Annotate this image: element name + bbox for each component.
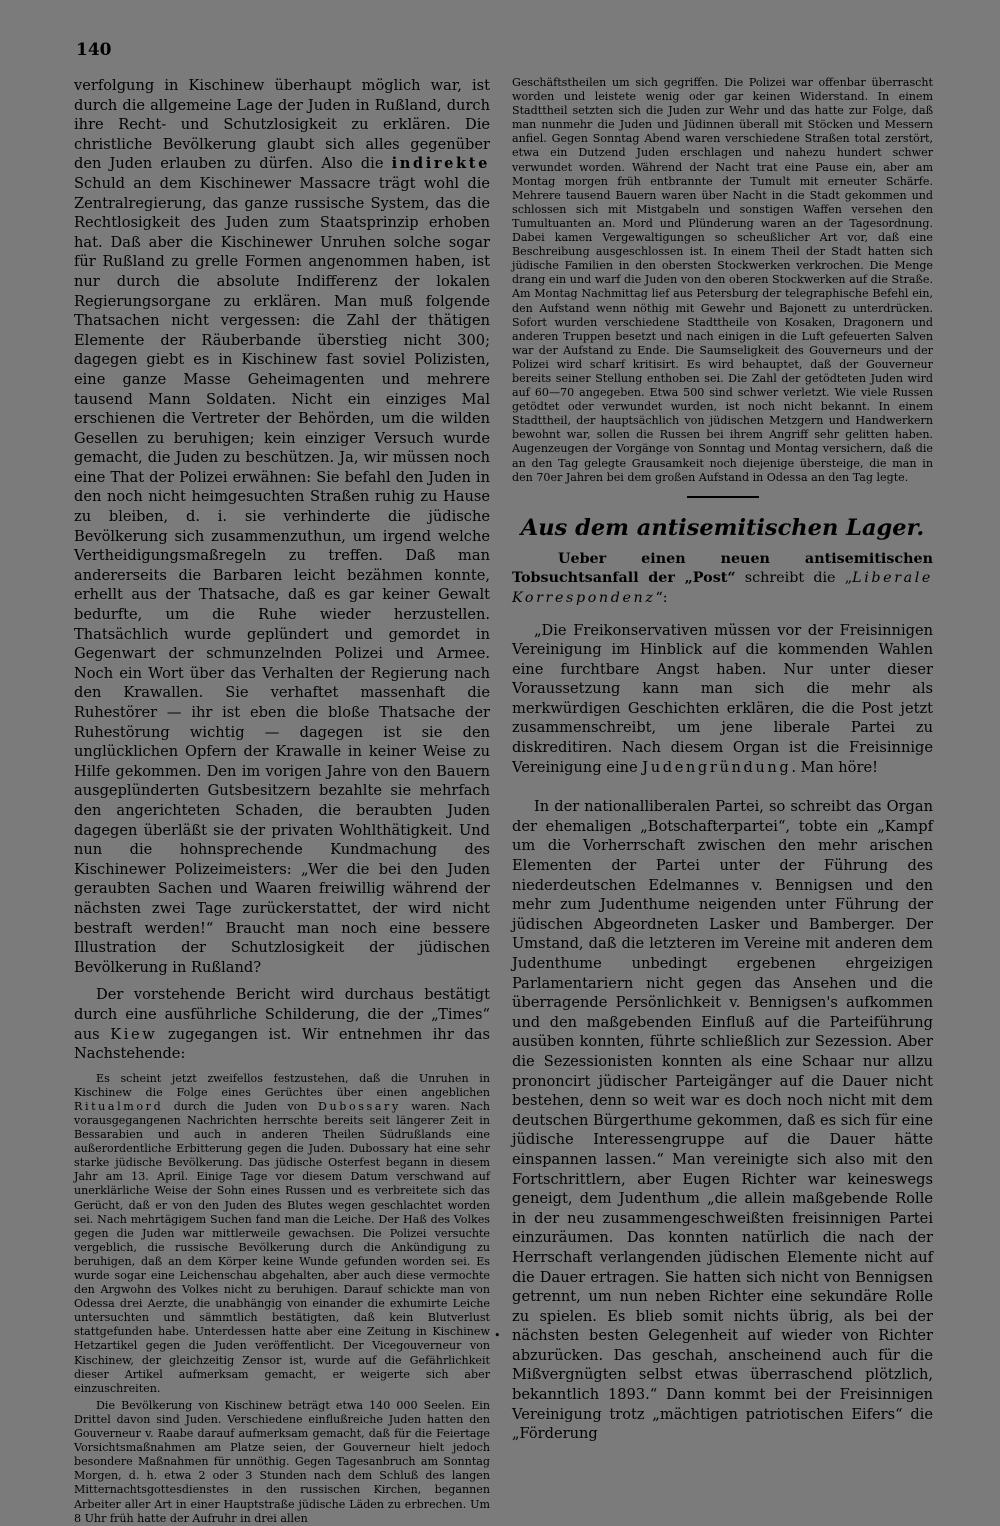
report-paragraph: Die Bevölkerung von Kischinew beträgt etwa 140 000 Seelen. Ein Drittel davon sind Juden. Verschiedene einflußreiche Juden hatten den Gouverneur v. Raabe darauf aufmerksam gemacht, daß für die Feiertage Vorsichtsmaßnahmen am Platze seien, der Gouverneur hielt jedoch besondere Maßnahmen für unnöthig. Gegen Tagesanbruch am Sonntag Morgen, d. h. etwa 2 oder 3 Stunden nach dem Schluß des langen Mitternachtsgottesdienstes in den russischen Kirchen, begannen Arbeiter aller Art in einer Hauptstraße jüdische Läden zu erbrechen. Um 8 Uhr früh hatte der Aufruhr in drei allen xyxy=(74,1398,490,1525)
report-paragraph: Geschäftstheilen um sich gegriffen. Die Polizei war offenbar überrascht worden und leistete wenig oder gar keinen Widerstand. In einem Stadttheil setzten sich die Juden zur Wehr und das hatte zur Folge, daß man nunmehr die Juden und Jüdinnen überall mit Stöcken und Messern anfiel. Gegen Sonntag Abend waren verschiedene Straßen total zerstört, etwa ein Dutzend Juden erschlagen und nahezu hundert schwer verwundet worden. Während der Nacht trat eine Pause ein, aber am Montag morgen früh entbrannte der Tumult mit erneuter Schärfe. Mehrere tausend Bauern waren über Nacht in die Stadt gekommen und schlossen sich mit Mistgabeln und sonstigen Waffen versehen den Tumultuanten an. Mord und Plünderung waren an der Tagesordnung. Dabei kamen Vergewaltigungen so scheußlicher Art vor, daß eine Beschreibung ausgeschlossen ist. In einem Theil der Stadt hatten sich jüdische Familien in den obersten Stockwerken verkrochen. Die Menge drang ein und warf die Juden von den oberen Stockwerken auf die Straße. Am Montag Nachmittag lief aus Petersburg der telegraphische Befehl ein, den Aufstand wenn nöthig mit Gewehr und Bajonett zu unterdrücken. Sofort wurden verschiedene Stadttheile von Kosaken, Dragonern und anderen Truppen besetzt und nach einigen in die Luft gefeuerten Salven war der Aufstand zu Ende. Die Saumseligkeit des Gouverneurs und der Polizei wird scharf kritisirt. Es wird behauptet, daß der Gouverneur bereits seiner Stellung enthoben sei. Die Zahl der getödteten Juden wird auf 60—70 angegeben. Etwa 500 sind schwer verletzt. Wie viele Russen getödtet oder verwundet wurden, ist noch nicht bekannt. In einem Stadttheil, der hauptsächlich von jüdischen Metzgern und Handwerkern bewohnt war, sollen die Russen bei ihrem Angriff sehr gelitten haben. Augenzeugen der Vorgänge von Sonntag und Montag versichern, daß die an den Tag gelegte Grausamkeit noch diejenige übersteige, die man in den 70er Jahren bei dem großen Aufstand in Odessa an den Tag legte. xyxy=(512,76,933,484)
article-paragraph: verfolgung in Kischinew überhaupt möglich war, ist durch die allgemeine Lage der Juden in Rußland, durch ihre Recht- und Schutzlosigkeit zu erklären. Die christliche Bevölkerung glaubt sich alles gegenüber den Juden erlauben zu dürfen. Also die indirekte Schuld an dem Kischinewer Massacre trägt wohl die Zentralregierung, das ganze russische System, das die Rechtlosigkeit des Juden zum Staatsprinzip erhoben hat. Daß aber die Kischinewer Unruhen solche sogar für Rußland zu grelle Formen angenommen haben, ist nur durch die absolute Indifferenz der lokalen Regierungsorgane zu erklären. Man muß folgende Thatsachen nicht vergessen: die Zahl der thätigen Elemente der Räuberbande überstieg nicht 300; dagegen giebt es in Kischinew fast soviel Polizisten, eine ganze Masse Geheimagenten und mehrere tausend Mann Soldaten. Nicht ein einziges Mal erschienen die Vertreter der Behörden, um die wilden Gesellen zu beruhigen; kein einziger Versuch wurde gemacht, die Juden zu beschützen. Ja, wir müssen noch eine That der Polizei erwähnen: Sie befahl den Juden in den noch nicht heimgesuchten Straßen ruhig zu Hause zu bleiben, d. i. sie verhinderte die jüdische Bevölkerung sich zusammenzuthun, um irgend welche Vertheidigungsmaßregeln zu treffen. Daß man andererseits die Barbaren leicht bezähmen konnte, erhellt aus der Thatsache, daß es gar keiner Gewalt bedurfte, um die Ruhe wieder herzustellen. Thatsächlich wurde geplündert und gemordet in Gegenwart der schmunzelnden Polizei und Armee. Noch ein Wort über das Verhalten der Regierung nach den Krawallen. Sie verhaftet massenhaft die Ruhestörer — ihr ist eben die bloße Thatsache der Ruhestörung wichtig — dagegen ist sie den unglücklichen Opfern der Krawalle in keiner Weise zu Hilfe gekommen. Den im vorigen Jahre von den Bauern ausgeplünderten Gutsbesitzern bezahlte sie mehrfach den angerichteten Schaden, die beraubten Juden dagegen überläßt sie der privaten Wohlthätigkeit. Und nun die hohnsprechende Kundmachung des Kischinewer Polizeimeisters: „Wer die bei den Juden geraubten Sachen und Waaren freiwillig während der nächsten zwei Tage zurückerstattet, der wird nicht bestraft werden!“ Braucht man noch eine bessere Illustration der Schutzlosigkeit der jüdischen Bevölkerung in Rußland? xyxy=(74,77,490,976)
emphasis-text: Ritualmord xyxy=(74,1099,164,1113)
emphasis-text: Dubossary xyxy=(318,1099,401,1113)
page-number: 140 xyxy=(76,40,112,60)
article-paragraph: Der vorstehende Bericht wird durchaus bestätigt durch eine ausführliche Schilderung, die der „Times“ aus Kiew zugegangen ist. Wir entnehmen ihr das Nachstehende: xyxy=(74,986,490,1063)
emphasis-text: Judengründung xyxy=(642,758,792,776)
emphasis-text: Liberale Korrespondenz xyxy=(512,570,933,606)
intro-headline: Ueber einen neuen antisemitischen Tobsuchtsanfall der „Post“ xyxy=(512,550,933,587)
quote-paragraph: In der nationalliberalen Partei, so schreibt das Organ der ehemaligen „Botschafterpartei“, tobte ein „Kampf um die Vorherrschaft zwischen den mehr arischen Elementen der Partei unter der Führung des niederdeutschen Edelmannes v. Bennigsen und den mehr zum Judenthume neigenden unter Führung der jüdischen Abgeordneten Lasker und Bamberger. Der Umstand, daß die letzteren im Vereine mit anderen dem Judenthume unbedingt ergebenen ehrgeizigen Parlamentariern nicht gegen das Ansehen und die überragende Persönlichkeit v. Bennigsen's aufkommen und den maßgebenden Einfluß auf die Parteiführung ausüben konnten, führte schließlich zur Sezession. Aber die Sezessionisten konnten als eine Schaar nur allzu prononcirt jüdischer Parteigänger auf die Dauer nicht bestehen, denn so weit war es doch noch nicht mit dem deutschen Bürgerthume gekommen, daß es sich für eine jüdische Interessengruppe auf die Dauer hätte einspannen lassen.“ Man vereinigte sich also mit den Fortschrittlern, aber Eugen Richter war keineswegs geneigt, dem Judenthum „die allein maßgebende Rolle in der neu zusammengeschweißten freisinnigen Partei einzuräumen. Das konnten natürlich die nach der Herrschaft verlangenden jüdischen Elemente nicht auf die Dauer ertragen. Sie hatten sich nicht von Bennigsen getrennt, um nun neben Richter eine sekundäre Rolle zu spielen. Es blieb somit nichts übrig, als bei der nächsten besten Gelegenheit auf wieder von Richter abzurücken. Das geschah, anscheinend auch für die Mißvergnügten selbst etwas überraschend plötzlich, bekanntlich 1893.“ Dann kommt bei der Freisinnigen Vereinigung trotz „mächtigen patriotischen Eifers“ die „Förderung xyxy=(512,798,933,1443)
emphasis-text: Kiew xyxy=(110,1025,158,1043)
section-title: Aus dem antisemitischen Lager. xyxy=(520,514,925,541)
left-column xyxy=(74,76,490,1526)
right-column xyxy=(512,76,933,1444)
report-paragraph: Es scheint jetzt zweifellos festzustehen, daß die Unruhen in Kischinew die Folge eines Gerüchtes über einen angeblichen Ritualmord durch die Juden von Dubossary waren. Nach vorausgegangenen Nachrichten herrschte bereits seit längerer Zeit in Bessarabien und auch in anderen Theilen Südrußlands eine außerordentliche Erbitterung gegen die Juden. Dubossary hat eine sehr starke jüdische Bevölkerung. Das jüdische Osterfest begann in diesem Jahr am 13. April. Einige Tage vor diesem Datum verschwand auf unerklärliche Weise der Sohn eines Russen und es verbreitete sich das Gerücht, daß er von den Juden des Blutes wegen geschlachtet worden sei. Nach mehrtägigem Suchen fand man die Leiche. Der Haß des Volkes gegen die Juden war mittlerweile gewachsen. Die Polizei versuchte vergeblich, die russische Bevölkerung durch die Ankündigung zu beruhigen, daß an dem Körper keine Wunde gefunden worden sei. Es wurde sogar eine Leichenschau abgehalten, aber auch diese vermochte den Argwohn des Volkes nicht zu beruhigen. Darauf schickte man von Odessa drei Aerzte, die unabhängig von einander die exhumirte Leiche untersuchten und sämmtlich bestätigten, daß kein Blutverlust stattgefunden habe. Unterdessen hatte aber eine Zeitung in Kischinew Hetzartikel gegen die Juden veröffentlicht. Der Vicegouverneur von Kischinew, der gleichzeitig Zensor ist, wurde auf die Gefährlichkeit dieser Artikel aufmerksam gemacht, er weigerte sich aber einzuschreiten. xyxy=(74,1071,491,1395)
quote-paragraph: „Die Freikonservativen müssen vor der Freisinnigen Vereinigung im Hinblick auf die kommenden Wahlen eine furchtbare Angst haben. Nur unter dieser Voraussetzung kann man sich die mehr als merkwürdigen Geschichten erklären, die die Post jetzt zusammenschreibt, um jene liberale Partei zu diskreditiren. Nach diesem Organ ist die Freisinnige Vereinigung eine Judengründung. Man höre! xyxy=(512,621,933,776)
footer-mark: • xyxy=(494,1329,501,1342)
section-intro: Ueber einen neuen antisemitischen Tobsuchtsanfall der „Post“ schreibt die „Liberale Korrespondenz“: xyxy=(512,550,933,606)
section-divider xyxy=(687,496,759,498)
emphasis-text: indirekte xyxy=(391,155,490,173)
